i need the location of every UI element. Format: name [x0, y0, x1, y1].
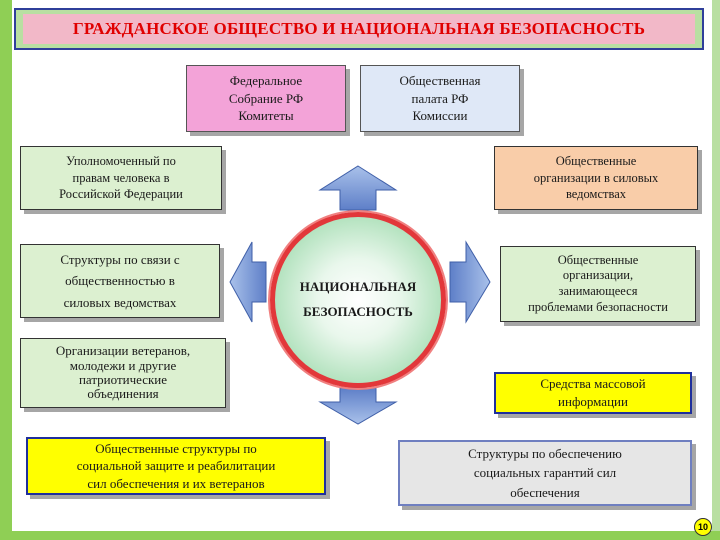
box-line: общественностью в: [65, 273, 175, 289]
box-veterans: [20, 338, 226, 408]
center-node: [270, 212, 446, 388]
center-line: БЕЗОПАСНОСТЬ: [303, 304, 413, 319]
box-line: молодежи и другие: [69, 357, 177, 373]
box-social-protection: [26, 437, 326, 495]
box-line: Структуры по обеспечению: [468, 445, 622, 461]
national-security-circle: [270, 212, 446, 388]
box-line: Средства массовой: [540, 376, 646, 392]
box-line: Комитеты: [238, 108, 294, 124]
box-line: организации,: [562, 268, 634, 283]
page-title: ГРАЖДАНСКОЕ ОБЩЕСТВО И НАЦИОНАЛЬНАЯ БЕЗОПАСНОСТЬ: [23, 14, 695, 44]
frame-left: [0, 0, 12, 540]
box-line: проблемами безопасности: [528, 299, 668, 314]
title-bar: [14, 8, 704, 50]
box-line: Собрание РФ: [228, 90, 304, 106]
box-ombudsman: [20, 146, 222, 210]
center-line: НАЦИОНАЛЬНАЯ: [299, 279, 417, 295]
box-security-orgs: [500, 246, 696, 322]
arrow-up-icon: [318, 164, 398, 212]
box-line: силовых ведомствах: [63, 294, 177, 310]
arrow-left-icon: [228, 240, 268, 324]
box-media: [494, 372, 692, 414]
box-public-chamber: [360, 65, 520, 132]
box-line: социальных гарантий сил: [473, 465, 617, 481]
box-line: объединения: [87, 386, 159, 402]
box-pr-structures: [20, 244, 220, 318]
box-line: Общественные: [557, 252, 639, 267]
box-line: информации: [558, 394, 628, 409]
arrow-right-icon: [448, 240, 492, 324]
page-number-badge: 10: [694, 518, 712, 536]
box-line: Комиссии: [412, 108, 468, 124]
box-line: Уполномоченный по: [66, 153, 176, 168]
box-line: Общественные: [555, 153, 637, 168]
box-line: сил обеспечения и их ветеранов: [87, 475, 265, 491]
frame-bottom: [0, 531, 720, 540]
box-line: ведомствах: [565, 187, 627, 202]
arrow-down-icon: [318, 386, 398, 426]
frame-right: [712, 0, 720, 540]
box-line: Организации ветеранов,: [55, 343, 191, 359]
box-public-orgs-force: [494, 146, 698, 210]
box-line: патриотические: [78, 372, 168, 387]
box-line: социальной защите и реабилитации: [76, 458, 276, 474]
box-line: Российской Федерации: [59, 187, 183, 202]
box-social-guarantees: [398, 440, 692, 506]
box-federal-assembly: [186, 65, 346, 132]
box-line: Федеральное: [229, 73, 303, 89]
box-line: Структуры по связи с: [60, 251, 180, 267]
box-line: обеспечения: [510, 484, 580, 500]
box-line: Общественная: [399, 73, 481, 89]
box-line: занимающееся: [558, 284, 638, 298]
box-line: правам человека в: [72, 170, 170, 185]
box-line: организации в силовых: [533, 170, 659, 185]
box-line: палата РФ: [411, 90, 469, 106]
box-line: Общественные структуры по: [95, 440, 257, 456]
